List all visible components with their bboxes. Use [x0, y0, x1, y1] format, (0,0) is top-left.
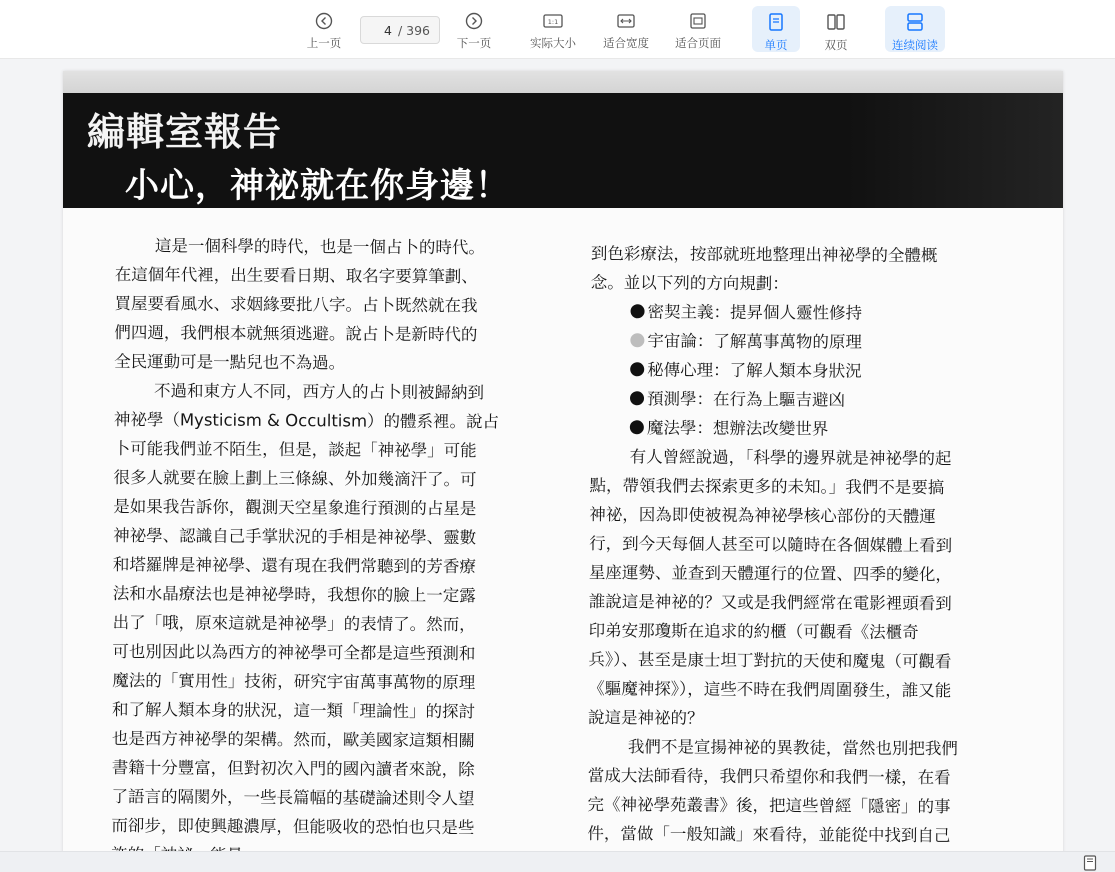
- text-line: 當成大法師看待，我們只希望你和我們一樣，在看: [587, 765, 951, 788]
- text-line: 也是西方神祕學的架構。然而，歐美國家這類相關: [111, 728, 475, 751]
- chevron-left-circle-icon: [315, 12, 333, 30]
- single-page-button[interactable]: [752, 6, 800, 52]
- scan-edge: [63, 71, 1063, 93]
- text-line: 和塔羅牌是神祕學、還有現在我們常聽到的芳香療: [112, 554, 477, 577]
- bullet-dot-icon: [630, 420, 644, 434]
- bullet-item: 預測學：在行為上驅吉避凶: [590, 384, 1020, 416]
- bullet-dot-icon: [631, 304, 645, 318]
- page-number-input[interactable]: [370, 23, 392, 38]
- prev-page-label: 上一页: [306, 36, 342, 50]
- single-page-label: 单页: [764, 38, 788, 52]
- bullet-dot-icon: [630, 362, 644, 376]
- text-line: 星座運勢、並查到天體運行的位置、四季的變化，: [588, 562, 953, 585]
- bullet-dot-icon: [630, 333, 644, 347]
- text-line: 買屋要看風水、求姻緣要批八字。占卜既然就在我: [114, 293, 478, 316]
- viewer-toolbar: [0, 0, 1115, 59]
- double-page-label: 双页: [824, 38, 848, 52]
- text-line: 而卻步，即使興趣濃厚，但能吸收的恐怕也只是些: [111, 815, 475, 838]
- text-line: 了語言的隔閡外，一些長篇幅的基礎論述則令人望: [111, 786, 475, 809]
- text-line: 書籍十分豐富，但對初次入門的國內讀者來說，除: [111, 757, 475, 780]
- bullet-item: 魔法學：想辦法改變世界: [590, 413, 1020, 445]
- bullet-item: 宇宙論：了解萬事萬物的原理: [590, 326, 1020, 358]
- text-line: 我們不是宣揚神祕的異教徒，當然也別把我們: [627, 737, 958, 759]
- text-line: 印弟安那瓊斯在追求的約櫃（可觀看《法櫃奇: [588, 620, 919, 643]
- text-line: 說這是神祕的？: [588, 707, 704, 728]
- bullet-dot-icon: [630, 391, 644, 405]
- text-line: 魔法的「實用性」技術，研究宇宙萬事萬物的原理: [112, 670, 476, 693]
- actual-size-label: 实际大小: [530, 36, 576, 50]
- text-line: 點，帶領我們去探索更多的未知。」我們不是要搞: [589, 475, 945, 498]
- bullet-item: 密契主義：提昇個人靈性修持: [590, 297, 1020, 329]
- text-line: 是如果我告訴你，觀測天空星象進行預測的占星是: [113, 496, 477, 519]
- fit-page-label: 适合页面: [675, 36, 721, 50]
- text-line: 卜可能我們並不陌生，但是，談起「神祕學」可能: [113, 438, 477, 461]
- continuous-reading-label: 连续阅读: [892, 38, 938, 52]
- bookmark-page-icon[interactable]: [1083, 855, 1097, 871]
- text-line: 件，當做「一般知識」來看待，並能從中找到自己: [587, 823, 951, 846]
- actual-size-button[interactable]: [525, 6, 581, 52]
- fit-width-icon: [615, 12, 637, 30]
- text-line: 念。並以下列的方向規劃：: [590, 272, 789, 294]
- text-line: 兵》）、甚至是康士坦丁對抗的天使和魔鬼（可觀看: [588, 649, 952, 672]
- right-column: [587, 239, 1021, 851]
- text-line: 神祕學、認識自己手掌狀況的手相是神祕學、靈數: [113, 525, 477, 548]
- double-page-icon: [826, 12, 846, 32]
- prev-page-button[interactable]: [302, 6, 346, 52]
- page-indicator: [360, 16, 440, 44]
- text-line: 很多人就要在臉上劃上三條線、外加幾滴汗了。可: [113, 467, 477, 490]
- text-line: 法和水晶療法也是神祕學時，我想你的臉上一定露: [112, 583, 476, 606]
- text-line: 出了「哦，原來這就是神祕學」的表情了。然而，: [112, 612, 476, 635]
- text-line: 完《神祕學苑叢書》後，把這些曾經「隱密」的事: [587, 794, 951, 817]
- actual-size-icon: [542, 12, 564, 30]
- actual-size-icon-text: 1:1: [547, 18, 559, 26]
- text-line: 到色彩療法，按部就班地整理出神祕學的全體概: [590, 243, 938, 266]
- text-line: 可也別因此以為西方的神祕學可全都是這些預測和: [112, 641, 476, 664]
- next-page-label: 下一页: [456, 36, 492, 50]
- text-line: 們四週，我們根本就無須逃避。說占卜是新時代的: [114, 322, 478, 345]
- single-page-icon: [766, 12, 786, 32]
- section-header: 編輯室報告: [87, 110, 283, 154]
- fit-page-icon: [687, 12, 709, 30]
- text-line: 全民運動可是一點兒也不為過。: [114, 351, 346, 373]
- double-page-button[interactable]: [814, 6, 858, 52]
- banner-fade: [703, 93, 1063, 208]
- text-line: 行，到今天每個人甚至可以隨時在各個媒體上看到: [589, 533, 953, 556]
- bottom-status-bar: [0, 851, 1115, 872]
- next-page-button[interactable]: [452, 6, 496, 52]
- text-line: 神祕，因為即使被視為神祕學核心部份的天體運: [589, 504, 936, 527]
- text-line: 和了解人類本身的狀況，這一類「理論性」的探討: [112, 699, 476, 722]
- continuous-reading-icon: [905, 12, 925, 32]
- continuous-reading-button[interactable]: [885, 6, 945, 52]
- text-line: 這是一個科學的時代，也是一個占卜的時代。: [154, 236, 485, 258]
- fit-width-button[interactable]: [598, 6, 654, 52]
- document-page: [63, 71, 1063, 871]
- text-line: 在這個年代裡，出生要看日期、取名字要算筆劃、: [114, 264, 478, 287]
- bullet-item: 秘傳心理：了解人類本身狀況: [590, 355, 1020, 387]
- text-line: 有人曾經說過，「科學的邊界就是神祕學的起: [629, 447, 952, 469]
- chevron-right-circle-icon: [465, 12, 483, 30]
- fit-width-label: 适合宽度: [603, 36, 649, 50]
- document-viewport[interactable]: [0, 59, 1115, 852]
- left-column: [111, 231, 545, 872]
- text-line: 不過和東方人不同，西方人的占卜則被歸納到: [153, 381, 485, 403]
- text-line: 神祕學（Mysticism & Occultism）的體系裡。說占: [113, 409, 500, 432]
- article-title: 小心，神祕就在你身邊！: [125, 166, 510, 206]
- text-line: 誰說這是神祕的？又或是我們經常在電影裡頭看到: [588, 591, 952, 614]
- fit-page-button[interactable]: [670, 6, 726, 52]
- total-pages: / 396: [397, 22, 431, 38]
- text-line: 《驅魔神探》），這些不時在我們周圍發生，誰又能: [588, 678, 952, 701]
